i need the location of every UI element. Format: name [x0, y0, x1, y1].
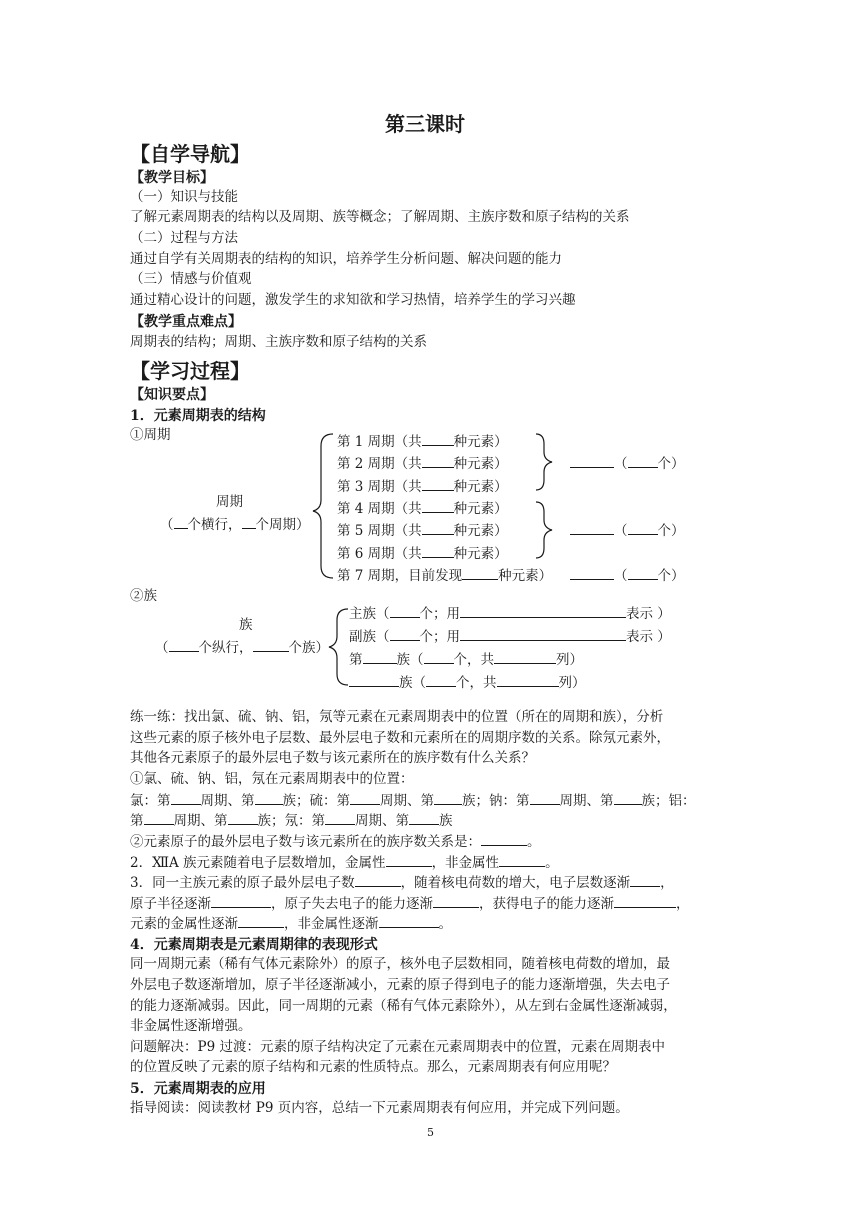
key-heading: 【教学重点难点】 [130, 314, 242, 330]
goal-3-text: 通过精心设计的问题，激发学生的求知欲和学习热情，培养学生的学习兴趣 [130, 292, 576, 308]
group-row: 副族（ 个；用 表示 ） [349, 626, 671, 647]
goal-1-text: 了解元素周期表的结构以及周期、族等概念；了解周期、主族序数和原子结构的关系 [130, 209, 630, 225]
goal-2-text: 通过自学有关周期表的结构的知识，培养学生分析问题、解决问题的能力 [130, 251, 562, 267]
period-center-label: 周期 [216, 494, 243, 510]
subsection-4-line-1: 同一周期元素（稀有气体元素除外）的原子，核外电子层数相同，随着核电荷数的增加，最 [130, 956, 670, 972]
subsection-4-line-4: 非金属性逐渐增强。 [130, 1018, 252, 1034]
period-row: 第 3 周期（共 种元素） [337, 476, 508, 497]
section-heading-process: 【学习过程】 [130, 359, 250, 383]
goal-3-heading: （三）情感与价值观 [130, 271, 252, 287]
group-summary: （ 个纵行， 个族） [155, 637, 329, 658]
practice-line-1: 练一练：找出氯、硫、钠、铝，氖等元素在元素周期表中的位置（所在的周期和族），分析 [130, 709, 664, 725]
points-heading: 【知识要点】 [130, 387, 214, 403]
period-group-incomplete: （ 个） [570, 565, 685, 586]
practice-question-1: ①氯、硫、钠、铝，氖在元素周期表中的位置： [130, 771, 414, 787]
subsection-4-heading: 4．元素周期表是元素周期律的表现形式 [130, 937, 378, 953]
period-group-long: （ 个） [570, 520, 685, 541]
key-text: 周期表的结构；周期、主族序数和原子结构的关系 [130, 334, 427, 350]
subsection-2: 2．ⅫA 族元素随着电子层数增加，金属性 ，非金属性 。 [130, 852, 559, 873]
subsection-5-line-1: 指导阅读：阅读教材 P9 页内容，总结一下元素周期表有何应用，并完成下列问题。 [130, 1100, 629, 1116]
practice-answer-line-1: 氯：第 周期、第 族；硫：第 周期、第 族；钠：第 周期、第 族；铝： [130, 790, 696, 811]
page-number: 5 [427, 1126, 434, 1139]
practice-question-2: ②元素原子的最外层电子数与该元素所在的族序数关系是： 。 [130, 831, 541, 852]
subsection-4-line-2: 外层电子数逐渐增加，原子半径逐渐减小，元素的原子得到电子的能力逐渐增强，失去电子 [130, 977, 670, 993]
group-center-label: 族 [239, 617, 253, 633]
group-label: ②族 [130, 588, 157, 604]
period-row: 第 5 周期（共 种元素） [337, 520, 508, 541]
subsection-3-line-3: 元素的金属性逐渐 ，非金属性逐渐 。 [130, 913, 452, 934]
goal-1-heading: （一）知识与技能 [130, 189, 238, 205]
subsection-4-line-5: 问题解决：P9 过渡：元素的原子结构决定了元素在元素周期表中的位置，元素在周期表中 [130, 1039, 665, 1055]
subsection-4-line-6: 的位置反映了元素的原子结构和元素的性质特点。那么，元素周期表有何应用呢？ [130, 1059, 616, 1075]
period-summary: （ 个横行， 个周期） [160, 514, 310, 535]
period-group-short: （ 个） [570, 453, 685, 474]
group-row: 主族（ 个；用 表示 ） [349, 603, 671, 624]
subsection-4-line-3: 的能力逐渐减弱。因此，同一周期的元素（稀有气体元素除外），从左到右金属性逐渐减弱， [130, 998, 677, 1014]
period-row: 第 4 周期（共 种元素） [337, 498, 508, 519]
period-row: 第 1 周期（共 种元素） [337, 431, 508, 452]
subsection-3-line-1: 3．同一主族元素的原子最外层电子数 ，随着核电荷数的增大，电子层数逐渐 ， [130, 872, 674, 893]
period-row: 第 7 周期，目前发现 种元素） [337, 565, 552, 586]
group-row: 族（ 个，共 列） [349, 672, 586, 693]
group-row: 第 族（ 个，共 列） [349, 649, 583, 670]
subsection-1: 1．元素周期表的结构 [130, 408, 266, 424]
period-row: 第 6 周期（共 种元素） [337, 543, 508, 564]
period-label: ①周期 [130, 427, 171, 443]
page-title: 第三课时 [385, 112, 465, 136]
practice-line-3: 其他各元素原子的最外层电子数与该元素所在的族序数有什么关系？ [130, 750, 535, 766]
goal-heading: 【教学目标】 [130, 170, 214, 186]
goal-2-heading: （二）过程与方法 [130, 230, 238, 246]
practice-answer-line-2: 第 周期、第 族；氖：第 周期、第 族 [130, 810, 453, 831]
period-row: 第 2 周期（共 种元素） [337, 453, 508, 474]
practice-line-2: 这些元素的原子核外电子层数、最外层电子数和元素所在的周期序数的关系。除氖元素外， [130, 730, 670, 746]
subsection-5-heading: 5．元素周期表的应用 [130, 1081, 266, 1097]
section-heading-zixue: 【自学导航】 [130, 142, 250, 166]
subsection-3-line-2: 原子半径逐渐 ，原子失去电子的能力逐渐 ，获得电子的能力逐渐 ， [130, 893, 690, 914]
